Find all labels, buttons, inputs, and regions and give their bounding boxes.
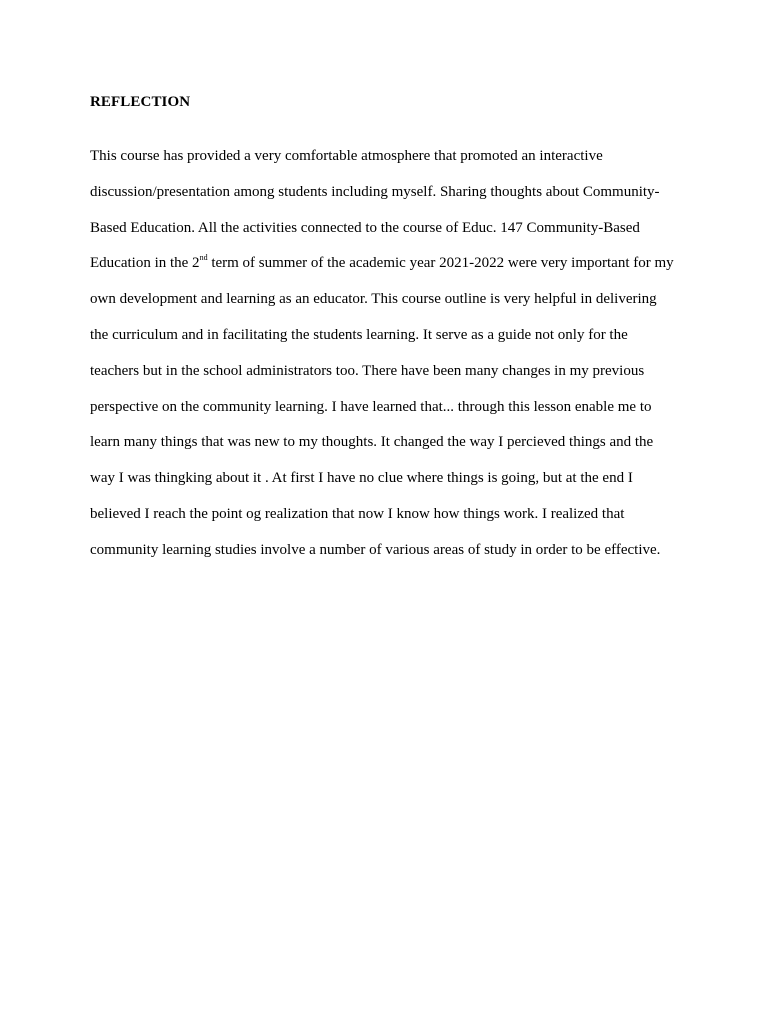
paragraph-line: way I was thingking about it . At first I have no clue where things is going, but at the end I — [90, 470, 633, 487]
paragraph-line: community learning studies involve a number of various areas of study in order to be effective. — [90, 541, 661, 558]
paragraph-line: Based Education. All the activities connected to the course of Educ. 147 Community-Based — [90, 219, 640, 236]
paragraph-line: teachers but in the school administrators too. There have been many changes in my previous — [90, 362, 645, 379]
paragraph-line: discussion/presentation among students including myself. Sharing thoughts about Community- — [90, 183, 660, 200]
paragraph-line: the curriculum and in facilitating the students learning. It serve as a guide not only for the — [90, 326, 628, 343]
paragraph-line — [90, 246, 690, 282]
line-text-after-superscript: term of summer of the academic year 2021-2022 were very important for my — [207, 255, 674, 272]
paragraph-line: believed I reach the point og realization that now I know how things work. I realized that — [90, 505, 625, 522]
paragraph-line: perspective on the community learning. I have learned that... through this lesson enable me to — [90, 398, 652, 415]
paragraph-line: learn many things that was new to my thoughts. It changed the way I percieved things and the — [90, 434, 654, 451]
line-text-before-superscript: Education in the 2 — [90, 255, 200, 272]
paragraph-line: own development and learning as an educator. This course outline is very helpful in delivering — [90, 291, 657, 308]
document-heading: REFLECTION — [90, 94, 191, 110]
paragraph-line: This course has provided a very comfortable atmosphere that promoted an interactive — [90, 148, 603, 164]
reflection-paragraph — [90, 139, 690, 569]
ordinal-superscript: nd — [199, 253, 208, 263]
